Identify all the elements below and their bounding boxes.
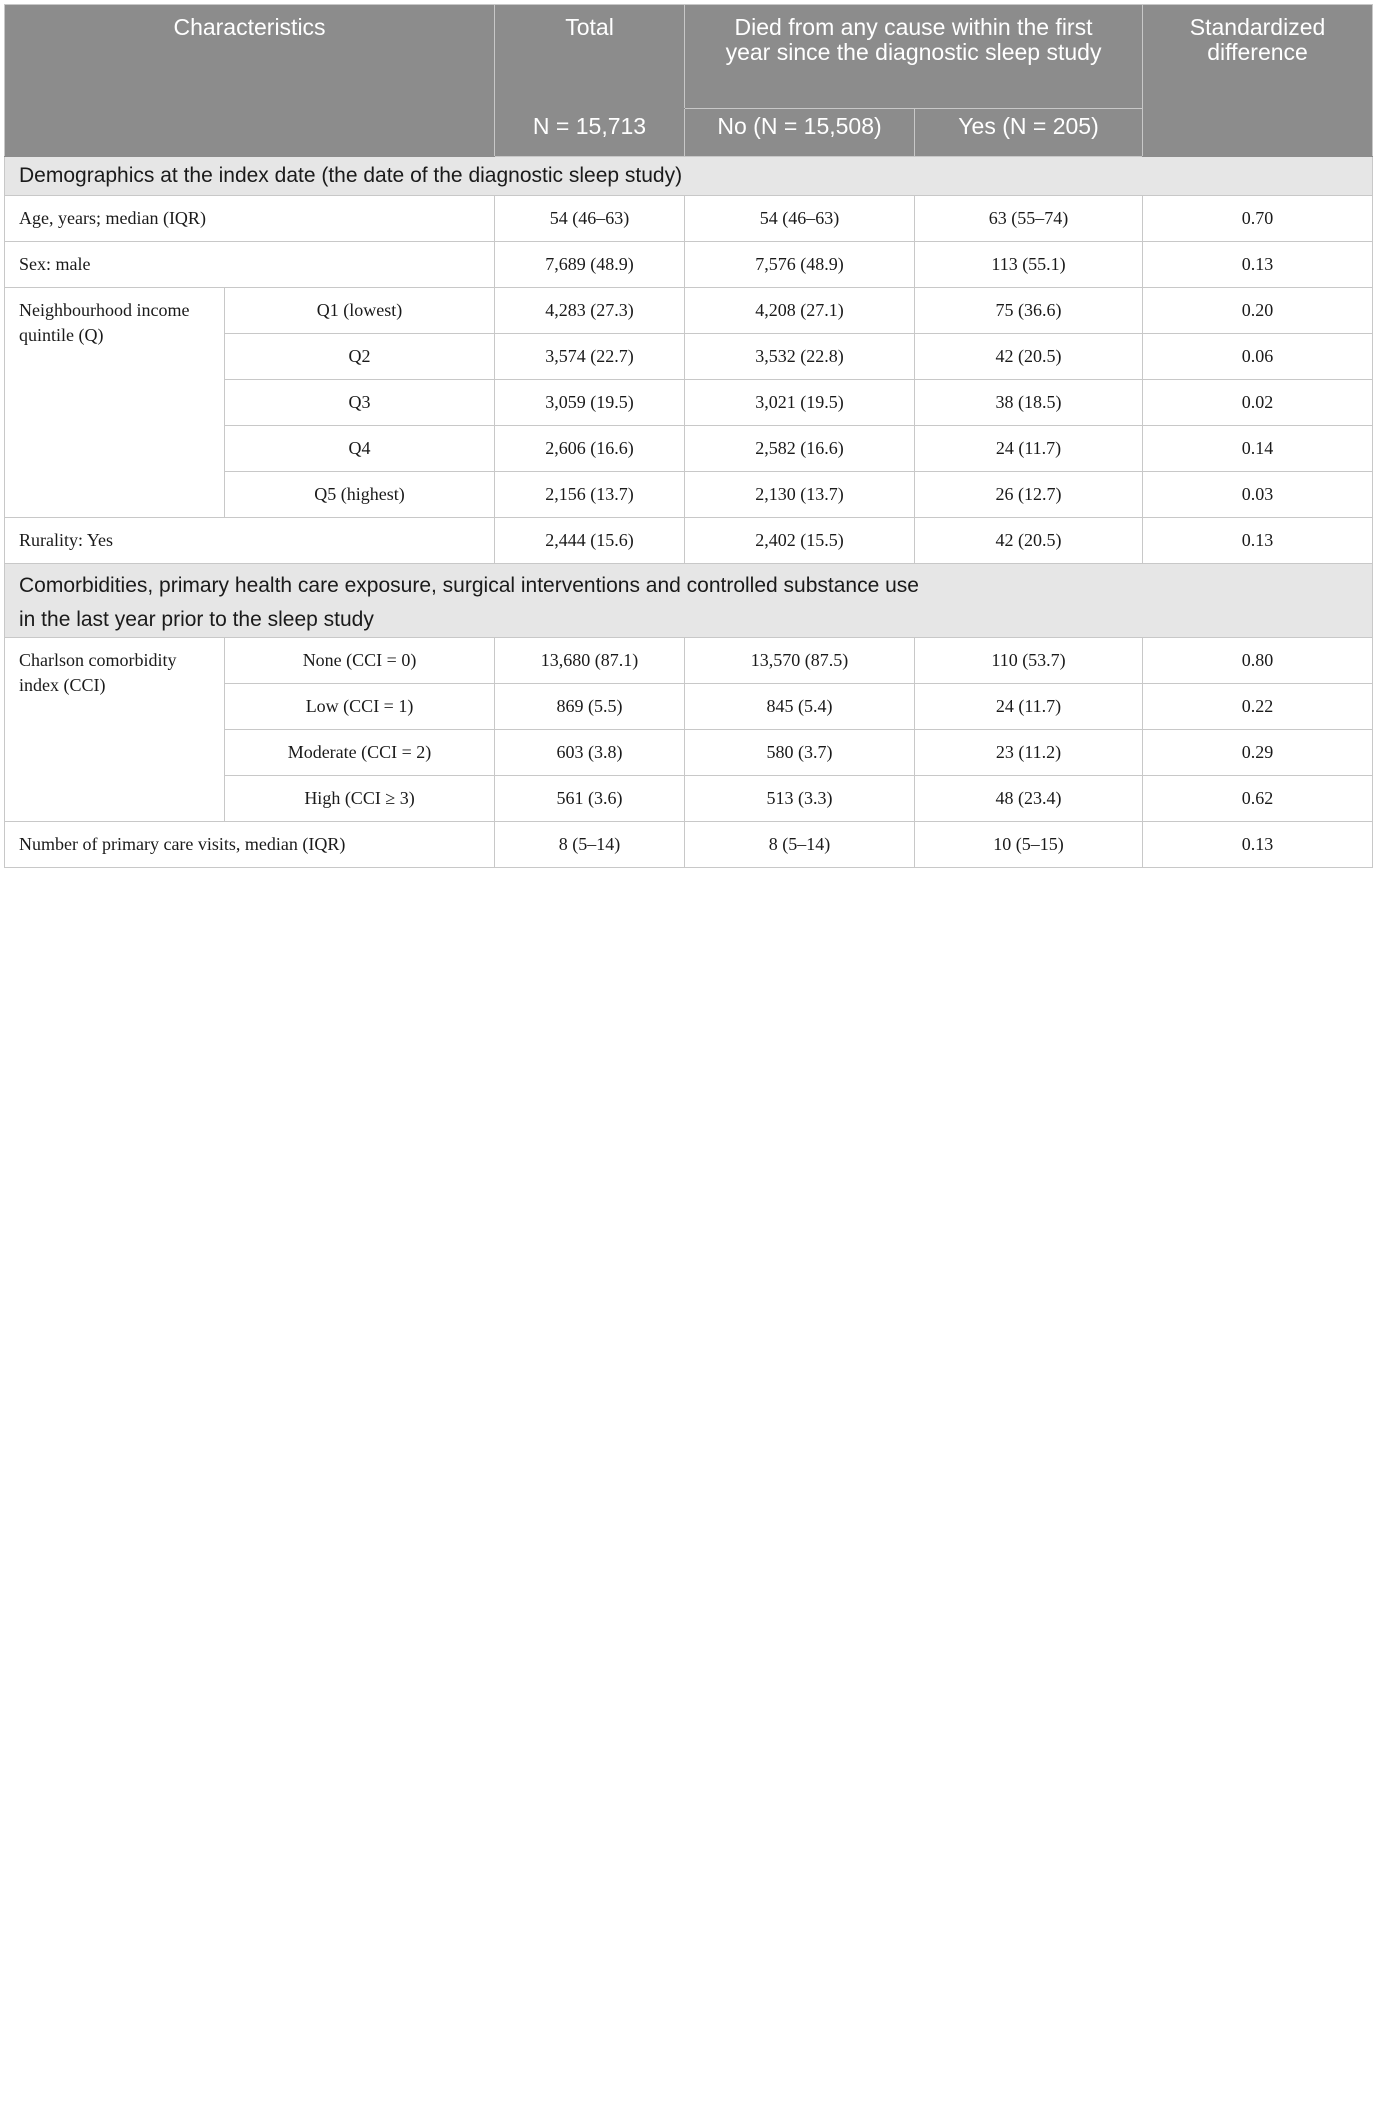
cell-no: 2,582 (16.6) xyxy=(685,426,915,472)
cell-total: 603 (3.8) xyxy=(495,730,685,776)
cell-yes: 10 (5–15) xyxy=(915,822,1143,868)
table-row xyxy=(5,288,1373,334)
section-row xyxy=(5,564,1373,638)
table-row xyxy=(5,242,1373,288)
table-row xyxy=(5,196,1373,242)
cell-total: 3,574 (22.7) xyxy=(495,334,685,380)
table-container xyxy=(0,0,1376,868)
row-sublabel: High (CCI ≥ 3) xyxy=(225,776,495,822)
cell-std-diff: 0.03 xyxy=(1143,472,1373,518)
cell-std-diff: 0.06 xyxy=(1143,334,1373,380)
cell-std-diff: 0.13 xyxy=(1143,822,1373,868)
cell-total: 869 (5.5) xyxy=(495,684,685,730)
col-header-died: Died from any cause within the first year since the diagnostic sleep study xyxy=(685,5,1143,109)
cell-total: 2,606 (16.6) xyxy=(495,426,685,472)
row-sublabel: Q3 xyxy=(225,380,495,426)
cell-no: 54 (46–63) xyxy=(685,196,915,242)
cell-no: 3,532 (22.8) xyxy=(685,334,915,380)
cell-std-diff: 0.13 xyxy=(1143,242,1373,288)
cell-yes: 42 (20.5) xyxy=(915,334,1143,380)
table-row xyxy=(5,518,1373,564)
row-sublabel: Moderate (CCI = 2) xyxy=(225,730,495,776)
cell-no: 580 (3.7) xyxy=(685,730,915,776)
col-header-yes-n: Yes (N = 205) xyxy=(915,109,1143,157)
cell-no: 8 (5–14) xyxy=(685,822,915,868)
row-label: Number of primary care visits, median (IQR) xyxy=(5,822,495,868)
col-header-total: Total xyxy=(495,5,685,109)
row-label-cci: Charlson comorbidity index (CCI) xyxy=(5,638,225,822)
cell-yes: 38 (18.5) xyxy=(915,380,1143,426)
cell-total: 8 (5–14) xyxy=(495,822,685,868)
cell-yes: 48 (23.4) xyxy=(915,776,1143,822)
cell-std-diff: 0.14 xyxy=(1143,426,1373,472)
cell-std-diff: 0.02 xyxy=(1143,380,1373,426)
section-line: Comorbidities, primary health care exposure, surgical interventions and controlled substance use xyxy=(19,574,919,597)
cell-total: 3,059 (19.5) xyxy=(495,380,685,426)
col-header-std-diff: Standardized difference xyxy=(1143,5,1373,157)
cell-no: 2,402 (15.5) xyxy=(685,518,915,564)
cell-yes: 26 (12.7) xyxy=(915,472,1143,518)
row-sublabel: Q5 (highest) xyxy=(225,472,495,518)
row-label: Sex: male xyxy=(5,242,495,288)
cell-std-diff: 0.22 xyxy=(1143,684,1373,730)
row-label-income: Neighbourhood income quintile (Q) xyxy=(5,288,225,518)
cell-yes: 23 (11.2) xyxy=(915,730,1143,776)
cell-no: 3,021 (19.5) xyxy=(685,380,915,426)
cell-yes: 110 (53.7) xyxy=(915,638,1143,684)
cell-std-diff: 0.29 xyxy=(1143,730,1373,776)
col-header-characteristics: Characteristics xyxy=(5,5,495,157)
section-line: in the last year prior to the sleep study xyxy=(19,608,374,631)
section-demographics: Demographics at the index date (the date of the diagnostic sleep study) xyxy=(5,157,1373,196)
row-sublabel: Low (CCI = 1) xyxy=(225,684,495,730)
col-header-total-n: N = 15,713 xyxy=(495,109,685,157)
cell-yes: 75 (36.6) xyxy=(915,288,1143,334)
cell-no: 4,208 (27.1) xyxy=(685,288,915,334)
row-sublabel: Q4 xyxy=(225,426,495,472)
row-sublabel: Q1 (lowest) xyxy=(225,288,495,334)
table-row xyxy=(5,638,1373,684)
cell-no: 13,570 (87.5) xyxy=(685,638,915,684)
col-header-no-n: No (N = 15,508) xyxy=(685,109,915,157)
cell-yes: 113 (55.1) xyxy=(915,242,1143,288)
cell-std-diff: 0.62 xyxy=(1143,776,1373,822)
cell-total: 561 (3.6) xyxy=(495,776,685,822)
cell-std-diff: 0.13 xyxy=(1143,518,1373,564)
cell-total: 2,444 (15.6) xyxy=(495,518,685,564)
cell-total: 2,156 (13.7) xyxy=(495,472,685,518)
characteristics-table xyxy=(4,4,1373,868)
cell-yes: 24 (11.7) xyxy=(915,426,1143,472)
row-label: Age, years; median (IQR) xyxy=(5,196,495,242)
cell-no: 845 (5.4) xyxy=(685,684,915,730)
cell-total: 13,680 (87.1) xyxy=(495,638,685,684)
cell-total: 54 (46–63) xyxy=(495,196,685,242)
cell-std-diff: 0.20 xyxy=(1143,288,1373,334)
section-comorbidities-primary xyxy=(5,564,1373,638)
cell-total: 4,283 (27.3) xyxy=(495,288,685,334)
cell-no: 513 (3.3) xyxy=(685,776,915,822)
row-label: Rurality: Yes xyxy=(5,518,495,564)
cell-std-diff: 0.80 xyxy=(1143,638,1373,684)
row-sublabel: None (CCI = 0) xyxy=(225,638,495,684)
cell-yes: 42 (20.5) xyxy=(915,518,1143,564)
cell-yes: 63 (55–74) xyxy=(915,196,1143,242)
cell-std-diff: 0.70 xyxy=(1143,196,1373,242)
cell-no: 2,130 (13.7) xyxy=(685,472,915,518)
section-row xyxy=(5,157,1373,196)
cell-no: 7,576 (48.9) xyxy=(685,242,915,288)
table-row xyxy=(5,822,1373,868)
cell-total: 7,689 (48.9) xyxy=(495,242,685,288)
cell-yes: 24 (11.7) xyxy=(915,684,1143,730)
header-row xyxy=(5,5,1373,109)
row-sublabel: Q2 xyxy=(225,334,495,380)
